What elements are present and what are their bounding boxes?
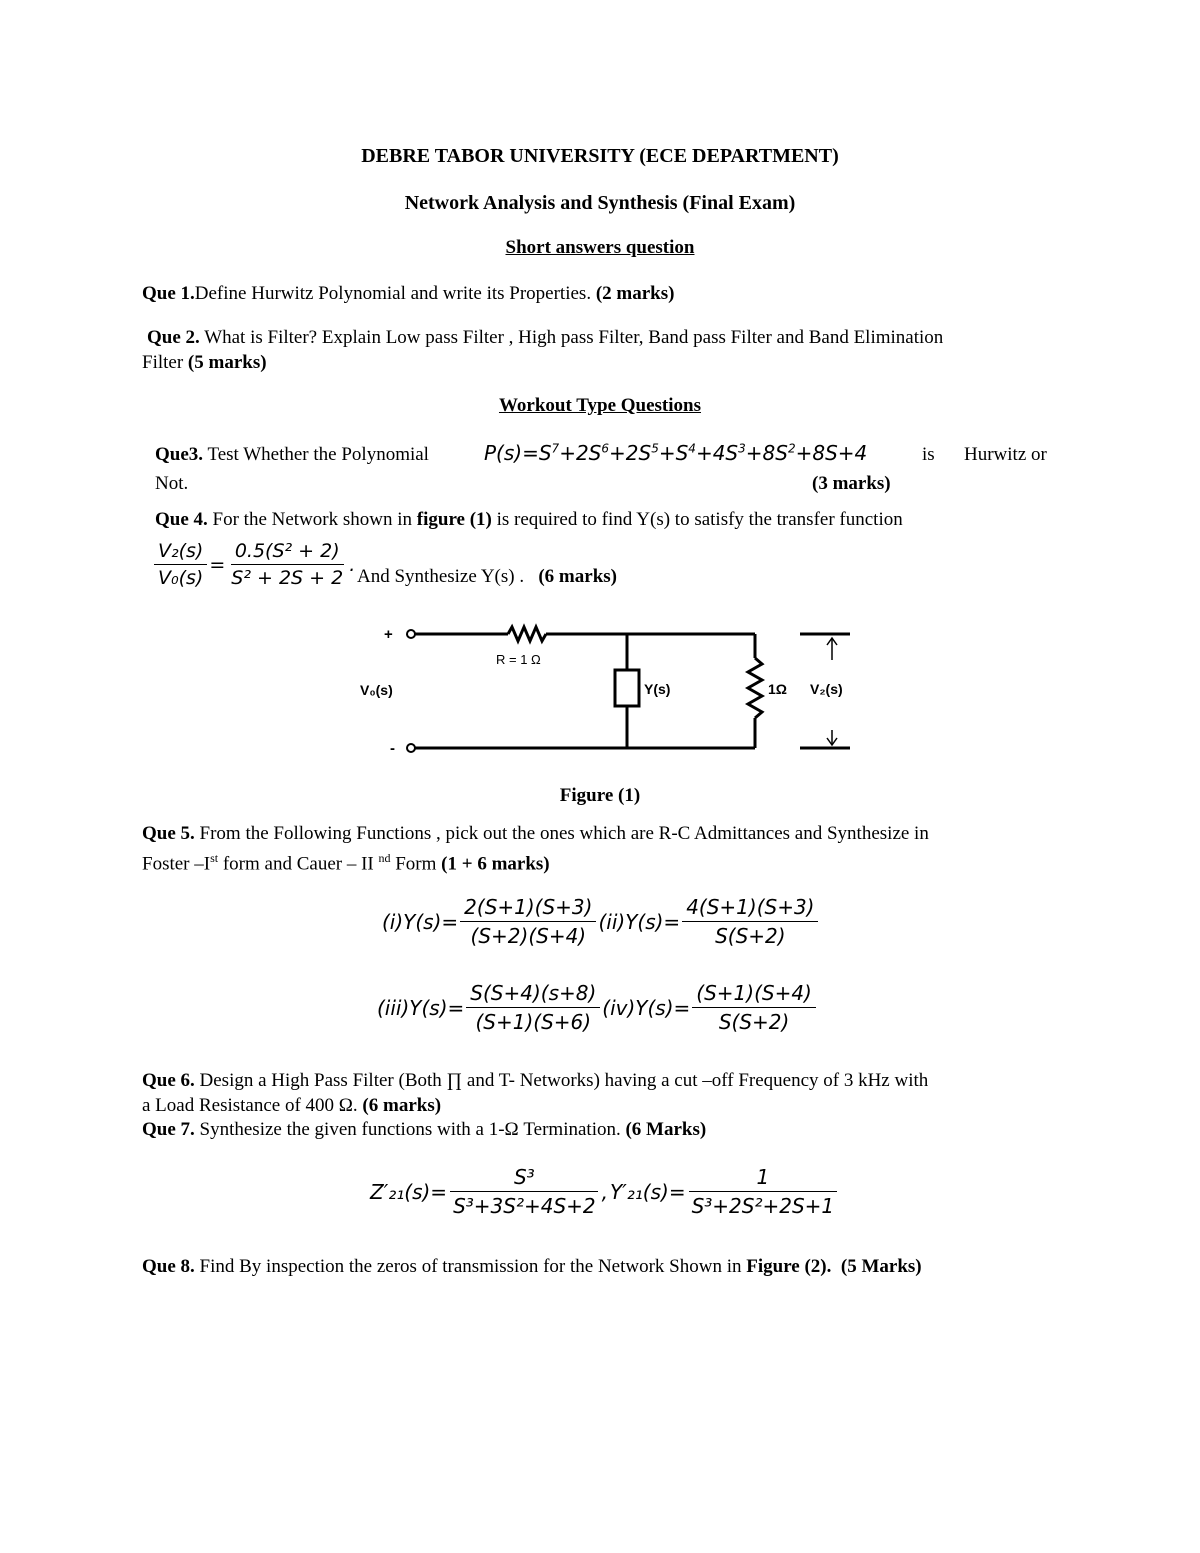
university-title: DEBRE TABOR UNIVERSITY (ECE DEPARTMENT): [361, 145, 839, 167]
superscript-st: st: [210, 851, 219, 865]
function-i-denominator: (S+2)(S+4): [470, 924, 587, 948]
function-ii-numerator: 4(S+1)(S+3): [682, 895, 818, 922]
y21-fraction: [688, 1165, 839, 1218]
question-4-figure-ref: figure (1): [416, 509, 492, 530]
y21-numerator: 1: [689, 1165, 837, 1192]
transfer-functions-q7: [370, 1165, 838, 1218]
terminal-top: [407, 630, 415, 638]
poly-exp: 2: [787, 441, 796, 456]
terminal-bottom: [407, 744, 415, 752]
function-ii-denominator: S(S+2): [715, 924, 786, 948]
question-7-marks: (6 Marks): [625, 1119, 707, 1140]
poly-term: +S: [658, 441, 689, 465]
tf-rhs-denominator: S² + 2S + 2: [231, 567, 344, 589]
question-6-text: Design a High Pass Filter (Both ∏ and T- Networks) having a cut –off Frequency of 3 kHz with: [194, 1070, 929, 1091]
function-iii-denominator: (S+1)(S+6): [475, 1010, 592, 1034]
poly-exp: 7: [551, 441, 560, 456]
functions-row-2: [377, 981, 816, 1034]
separator-comma: ,: [601, 1179, 608, 1204]
function-ii-fraction: [682, 895, 818, 948]
question-8-label: Que 8.: [142, 1256, 195, 1277]
question-3-text: Test Whether the Polynomial: [203, 444, 429, 465]
question-6-line2: [142, 1093, 441, 1118]
load-resistor-label: 1Ω: [768, 681, 788, 697]
question-3-label: Que3.: [155, 444, 204, 465]
question-2-text: What is Filter? Explain Low pass Filter , High pass Filter, Band pass Filter and Band Elimination: [199, 327, 944, 348]
question-5-line2: [142, 846, 550, 876]
tf-lhs-numerator: V₂(s): [154, 540, 207, 565]
question-7-text: Synthesize the given functions with a 1-Ω Termination.: [194, 1119, 626, 1140]
poly-lhs: P(s)=: [484, 441, 539, 465]
function-iii-numerator: S(S+4)(s+8): [466, 981, 600, 1008]
poly-term: +2S: [609, 441, 652, 465]
course-title: Network Analysis and Synthesis (Final Exam): [404, 192, 796, 214]
question-6-text-cont: a Load Resistance of 400 Ω.: [142, 1095, 363, 1116]
question-5-cauer: form and Cauer – II: [218, 853, 379, 875]
function-iv-denominator: S(S+2): [718, 1010, 790, 1034]
z21-fraction: [449, 1165, 600, 1218]
poly-term: +8S+4: [795, 441, 868, 465]
poly-exp: 5: [651, 441, 659, 456]
function-i-numerator: 2(S+1)(S+3): [460, 895, 596, 922]
question-3-not: Not.: [155, 473, 189, 494]
section-short-answers: Short answers question: [505, 237, 695, 258]
question-5-form: Form: [390, 853, 442, 875]
question-1-label: Que 1.: [142, 283, 195, 304]
question-2-label: Que 2.: [147, 327, 200, 348]
y21-label: Y′₂₁(s)=: [610, 1179, 686, 1204]
poly-exp: 4: [688, 441, 696, 456]
function-iii-fraction: [466, 981, 600, 1034]
question-5-marks: (1 + 6 marks): [441, 853, 550, 875]
tf-rhs-numerator: 0.5(S² + 2): [231, 540, 344, 565]
resistor-r-label: R = 1 Ω: [496, 652, 541, 667]
question-8-text: Find By inspection the zeros of transmission for the Network Shown in: [194, 1256, 747, 1277]
question-8: [142, 1254, 922, 1279]
question-1-marks: (2 marks): [595, 283, 675, 304]
question-2-marks: (5 marks): [187, 352, 267, 373]
v0-label: V₀(s): [360, 682, 393, 698]
question-4-text-cont: is required to find Y(s) to satisfy the transfer function: [491, 509, 903, 530]
poly-term: S: [538, 441, 552, 465]
poly-term: +8S: [745, 441, 788, 465]
question-6-line1: [142, 1068, 928, 1093]
ys-label: Y(s): [644, 681, 671, 697]
poly-term: +4S: [695, 441, 739, 465]
question-4-text: For the Network shown in: [207, 509, 417, 530]
tf-equals: =: [209, 553, 226, 576]
z21-label: Z′₂₁(s)=: [370, 1179, 448, 1204]
z21-denominator: S³+3S²+4S+2: [453, 1194, 596, 1218]
function-i-fraction: [460, 895, 596, 948]
function-iv-label: (iv)Y(s)=: [602, 995, 691, 1020]
resistor-r: [508, 627, 546, 641]
figure-1-caption: Figure (1): [559, 785, 641, 806]
poly-exp: 6: [601, 441, 610, 456]
question-5-label: Que 5.: [142, 823, 195, 844]
poly-term: +2S: [559, 441, 602, 465]
function-iv-numerator: (S+1)(S+4): [692, 981, 816, 1008]
question-7: [142, 1117, 706, 1142]
admittance-box: [615, 670, 639, 706]
question-4-marks: (6 marks): [538, 566, 617, 587]
question-4-label: Que 4.: [155, 509, 208, 530]
question-8-marks: (5 Marks): [840, 1256, 922, 1277]
question-5-foster: Foster –I: [142, 853, 211, 875]
question-4-synthesize: And Synthesize Y(s) .: [357, 566, 525, 587]
question-1-text: Define Hurwitz Polynomial and write its Properties.: [194, 283, 596, 304]
plus-sign: +: [384, 626, 393, 643]
question-5-text: From the Following Functions , pick out the ones which are R-C Admittances and Synthesize in: [194, 823, 929, 844]
z21-numerator: S³: [450, 1165, 598, 1192]
question-2-text-cont: Filter: [142, 352, 188, 373]
question-5-line1: [142, 821, 929, 846]
question-3-is: is: [922, 444, 935, 465]
function-ii-label: (ii)Y(s)=: [598, 909, 681, 934]
v2-label: V₂(s): [810, 681, 843, 697]
tf-dot: .: [349, 553, 356, 576]
question-7-label: Que 7.: [142, 1119, 195, 1140]
function-iii-label: (iii)Y(s)=: [377, 995, 465, 1020]
poly-exp: 3: [738, 441, 746, 456]
superscript-nd: nd: [378, 851, 391, 865]
question-3-hurwitz: Hurwitz or: [964, 444, 1047, 465]
y21-denominator: S³+2S²+2S+1: [691, 1194, 835, 1218]
question-6-label: Que 6.: [142, 1070, 195, 1091]
function-i-label: (i)Y(s)=: [382, 909, 459, 934]
resistor-load: [748, 658, 762, 718]
question-3-marks-text: (3 marks): [812, 473, 891, 494]
minus-sign: -: [390, 740, 395, 757]
functions-row-1: [382, 895, 818, 948]
question-8-figure-ref: Figure (2).: [746, 1256, 832, 1277]
question-6-marks: (6 marks): [362, 1095, 442, 1116]
tf-lhs-denominator: V₀(s): [158, 567, 204, 589]
function-iv-fraction: [692, 981, 816, 1034]
section-workout: Workout Type Questions: [498, 395, 701, 416]
